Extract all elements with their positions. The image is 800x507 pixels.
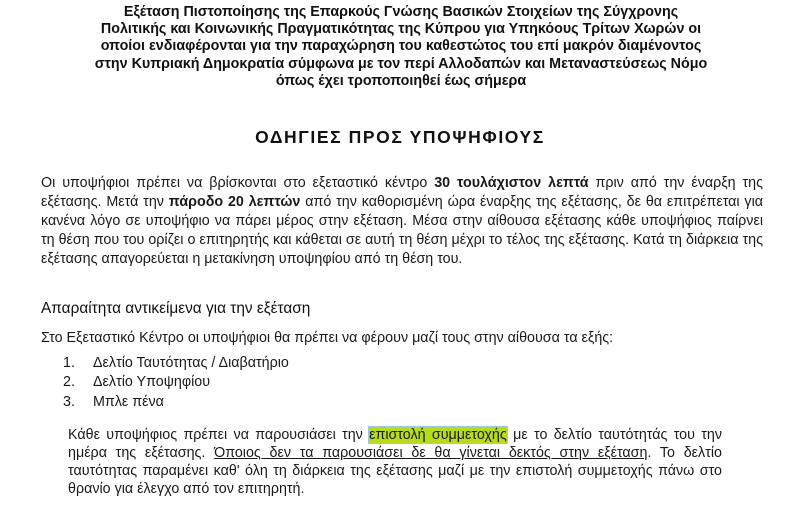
- required-items-list: [63, 354, 289, 412]
- highlighted-participation-letter[interactable]: επιστολή συμμετοχής: [369, 427, 507, 443]
- header-line-3: οποίοι ενδιαφέρονται για την παραχώρηση του καθεστώτος του επί μακρόν διαμένοντος: [100, 38, 702, 55]
- list-item-number: 1.: [63, 355, 75, 371]
- instructions-title: ΟΔΗΓΙΕΣ ΠΡΟΣ ΥΠΟΨΗΦΙΟΥΣ: [255, 127, 545, 147]
- document-header: [40, 4, 762, 90]
- list-item-number: 2.: [63, 374, 75, 391]
- header-line-1: Εξέταση Πιστοποίησης της Επαρκούς Γνώσης Βασικών Στοιχείων της Σύγχρονης: [123, 4, 679, 20]
- header-line-2: Πολιτικής και Κοινωνικής Πραγματικότητας της Κύπρου για Υπηκόους Τρίτων Χωρών οι: [100, 21, 702, 38]
- list-item: [63, 373, 289, 392]
- list-item: [63, 393, 289, 412]
- paragraph-participation-letter: [68, 426, 722, 498]
- header-line-5: όπως έχει τροποποιηθεί έως σήμερα: [275, 72, 527, 89]
- list-item-text: Δελτίο Υποψηφίου: [93, 374, 211, 391]
- header-line-4: στην Κυπριακή Δημοκρατία σύμφωνα με τον περί Αλλοδαπών και Μεταναστεύσεως Νόμο: [94, 55, 708, 72]
- list-item-text: Μπλε πένα: [93, 393, 164, 410]
- list-item-number: 3.: [63, 393, 75, 410]
- list-intro: Στο Εξεταστικό Κέντρο οι υποψήφιοι θα πρέπει να φέρουν μαζί τους στην αίθουσα τα εξής:: [41, 330, 614, 346]
- paragraph2-text-2: με το δελτίο ταυτότητάς του την ημέρα της εξέτασης.: [68, 427, 723, 461]
- section-heading-required-items: Απαραίτητα αντικείμενα για την εξέταση: [41, 300, 311, 317]
- paragraph1-text-3: από την καθορισμένη ώρα έναρξης της εξέτασης, δε θα επιτρέπεται για κανένα λόγο σε υποψήφιο να πάρει μέρος στην εξέταση. Μέσα στην αίθουσα εξέτασης κάθε υποψήφιος παίρνει τη θέση που του ορίζει ο επιτηρητής και κάθεται σε αυτή τη θέση μέχρι το τέλος της εξέτασης. Κατά τη διάρκεια της εξέτασης απαγορεύεται η μετακίνηση υποψηφίου από τη θέση του.: [41, 194, 764, 267]
- list-item-text: Δελτίο Ταυτότητας / Διαβατήριο: [93, 355, 289, 371]
- list-item: [63, 354, 289, 373]
- underlined-admission-warning: Όποιος δεν τα παρουσιάσει δε θα γίνεται δεκτός στην εξέταση: [214, 445, 648, 461]
- paragraph1-text-2: πριν από την έναρξη της εξέτασης. Μετά την: [41, 175, 763, 210]
- paragraph1-bold-1: 30 τουλάχιστον λεπτά: [434, 175, 589, 191]
- paragraph-arrival-rules: [41, 174, 763, 269]
- paragraph2-text-3: . Το δελτίο ταυτότητας παραμένει καθ' όλη τη διάρκεια της εξέτασης μαζί με την επιστολή συμμετοχής πάνω στο θρανίο για έλεγχο από τον επιτηρητή.: [68, 445, 722, 497]
- paragraph1-bold-2: πάροδο 20 λεπτών: [168, 194, 301, 210]
- paragraph1-text-1: Οι υποψήφιοι πρέπει να βρίσκονται στο εξεταστικό κέντρο: [41, 175, 435, 191]
- paragraph2-text-1: Κάθε υποψήφιος πρέπει να παρουσιάσει την: [68, 427, 370, 443]
